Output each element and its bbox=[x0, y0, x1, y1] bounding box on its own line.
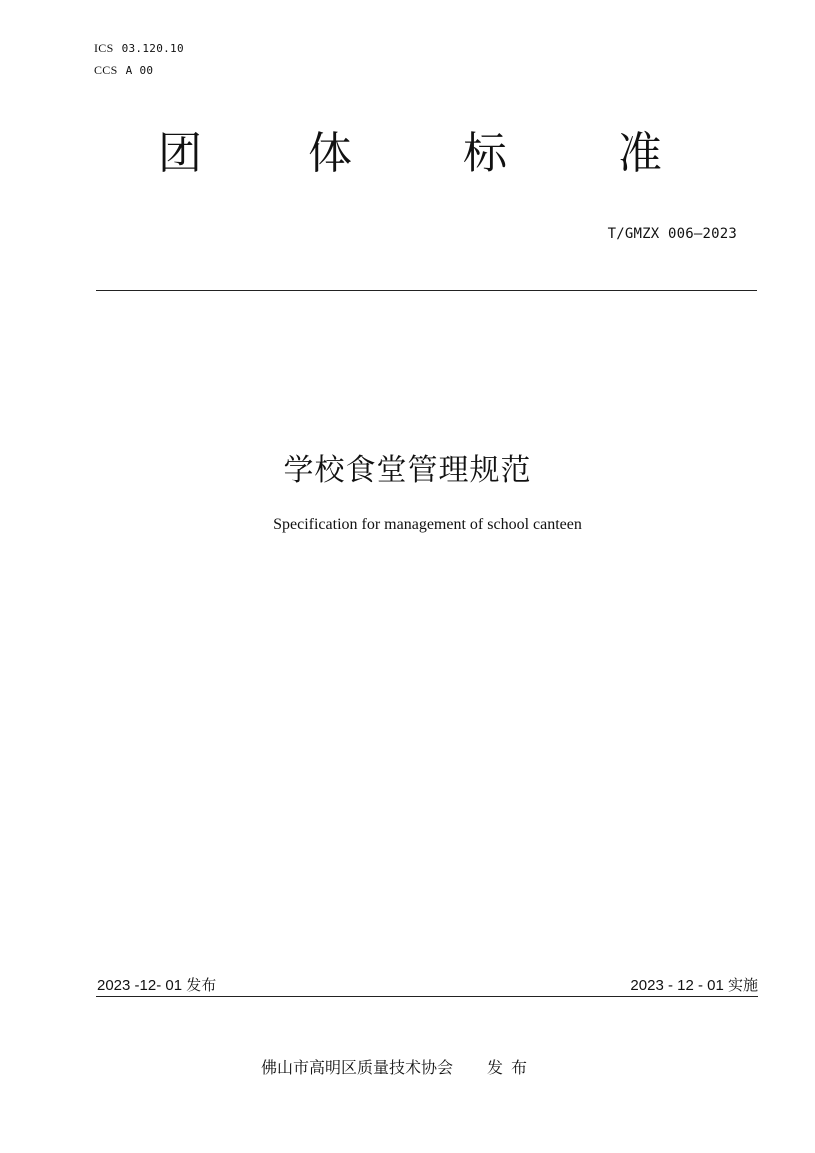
publisher-line bbox=[261, 1055, 535, 1078]
date-row bbox=[97, 974, 758, 996]
ccs-code bbox=[94, 63, 153, 78]
implementation-date: 2023 - 12 - 01 实施 bbox=[630, 977, 758, 994]
ics-value: 03.120.10 bbox=[121, 42, 184, 55]
top-divider bbox=[96, 290, 757, 291]
standard-number: T/GMZX 006—2023 bbox=[607, 226, 737, 242]
ccs-label: CCS bbox=[94, 63, 118, 77]
title-english: Specification for management of school canteen bbox=[273, 516, 582, 533]
ics-label: ICS bbox=[94, 41, 114, 55]
ics-code bbox=[94, 41, 184, 56]
issue-date: 2023 -12- 01 发布 bbox=[97, 977, 217, 994]
standard-type-heading bbox=[120, 124, 740, 184]
ccs-value: A 00 bbox=[125, 64, 154, 77]
standard-type-char: 准 bbox=[618, 128, 662, 179]
title-chinese: 学校食堂管理规范 bbox=[283, 453, 532, 488]
standard-type-char: 标 bbox=[463, 128, 507, 179]
publisher-action: 发布 bbox=[487, 1058, 536, 1077]
publisher-organization: 佛山市高明区质量技术协会 bbox=[261, 1058, 454, 1077]
standard-type-char: 体 bbox=[308, 128, 352, 179]
bottom-divider bbox=[96, 996, 758, 997]
standard-type-char: 团 bbox=[158, 128, 202, 179]
